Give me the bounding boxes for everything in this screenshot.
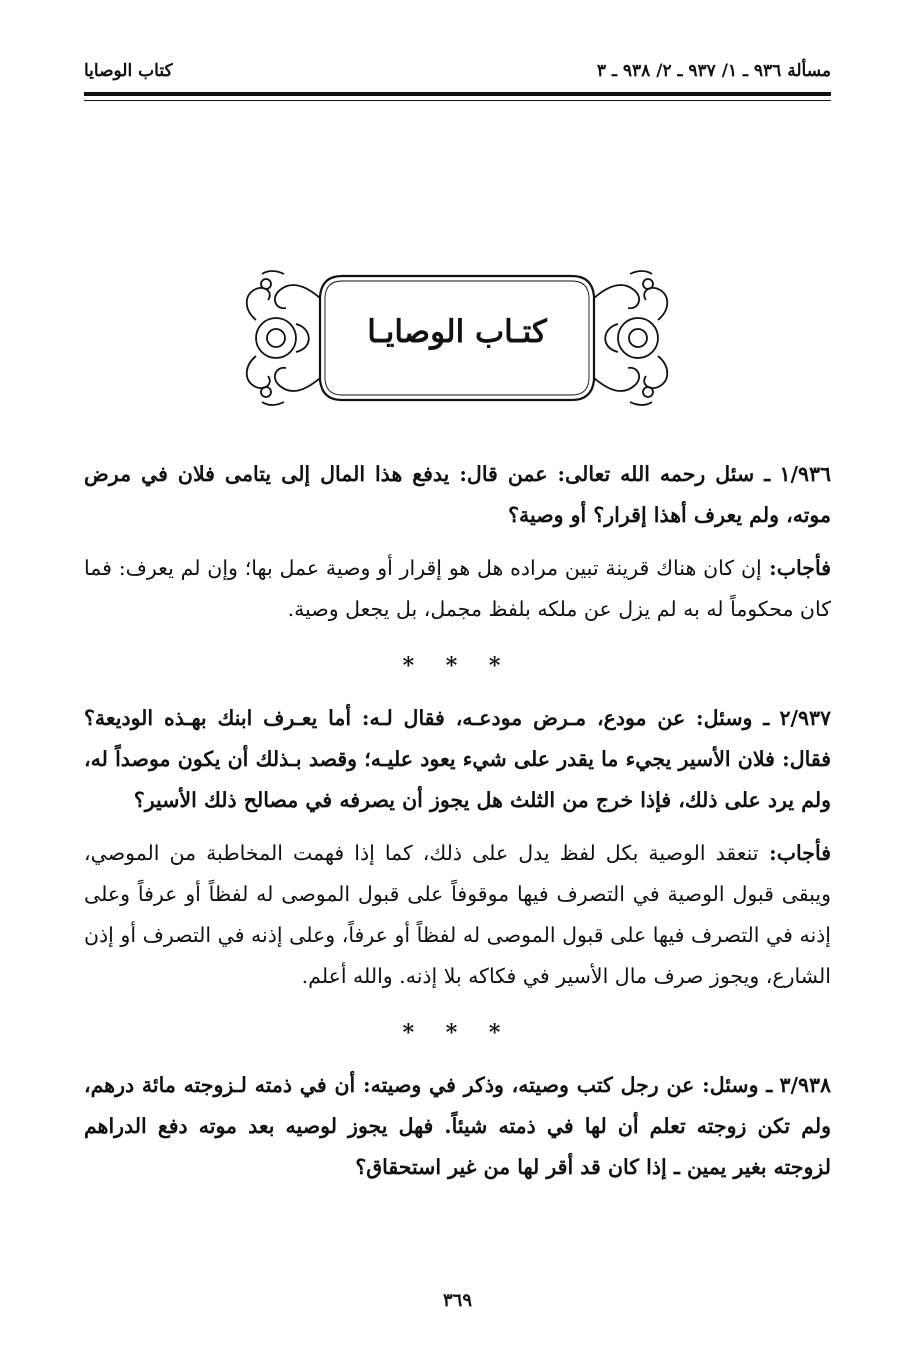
issue-number: ٣/٩٣٨ xyxy=(779,1073,831,1097)
question-text: عن رجل كتب وصيته، وذكر في وصيته: أن في ذمته لـزوجته مائة درهم، ولم تكن زوجته تعلم أن لها في ذمته شيئاً. فهل يجوز لوصيه بعد موته دفع الدراهم لزوجته بغير يمين ـ إذا كان قد أقر لها من غير استحقاق؟ xyxy=(84,1073,831,1179)
question-lead: ـ سئل رحمه الله تعالى: xyxy=(547,462,771,486)
question-text: عن مودع، مـرض مودعـه، فقال لـه: أما يعـرف ابنك بهـذه الوديعة؟ فقال: فلان الأسير يجيء ما يقدر على شيء يعود عليـه؛ وقصد بـذلك أن يكون موصداً له، ولم يرد على ذلك، فإذا خرج من الثلث هل يجوز أن يصرفه في مصالح ذلك الأسير؟ xyxy=(84,706,832,812)
page-number: ٣٦٩ xyxy=(442,1290,472,1311)
issue-938-question xyxy=(84,1065,831,1188)
question-text: عمن قال: يدفع هذا المال إلى يتامى فلان في مرض موته، ولم يعرف أهذا إقرار؟ أو وصية؟ xyxy=(84,462,831,527)
question-lead: ـ وسئل: xyxy=(694,1073,773,1097)
issue-number: ٢/٩٣٧ xyxy=(779,706,831,730)
section-separator: * * * xyxy=(402,1020,513,1046)
answer-text: إن كان هناك قرينة تبين مراده هل هو إقرار أو وصية عمل بها؛ وإن لم يعرف: فما كان محكوماً له به لم يزل عن ملكه بلفظ مجمل، بل يجعل وصية. xyxy=(84,556,831,621)
answer-label: فأجاب: xyxy=(758,841,831,865)
answer-label: فأجاب: xyxy=(761,556,831,580)
header-rule-thin xyxy=(84,100,831,101)
answer-text: تنعقد الوصية بكل لفظ يدل على ذلك، كما إذا فهمت المخاطبة من الموصي، ويبقى قبول الوصية في التصرف فيها موقوفاً على قبول الموصى له لفظاً أو عرفاً وعلى إذنه في التصرف فيها على قبول الموصى له لفظاً أو عرفاً، وعلى إذنه في التصرف أو إذن الشارع، ويجوز صرف مال الأسير في فكاكه بلا إذنه. والله أعلم. xyxy=(84,841,831,988)
running-header xyxy=(84,58,831,84)
issue-937-question xyxy=(84,698,831,821)
section-separator: * * * xyxy=(402,653,513,679)
document-body xyxy=(84,454,831,1188)
issue-936-question xyxy=(84,454,831,536)
chapter-name-label: كتاب الوصايا xyxy=(84,61,173,81)
question-lead: ـ وسئل: xyxy=(685,706,770,730)
issue-range-label: مسألة ٩٣٦ ـ ١/ ٩٣٧ ـ ٢/ ٩٣٨ ـ ٣ xyxy=(596,61,831,81)
issue-936-answer xyxy=(84,548,831,630)
header-rule-thick xyxy=(84,92,831,96)
chapter-title: كتـاب الوصايـا xyxy=(367,314,547,350)
issue-number: ١/٩٣٦ xyxy=(779,462,831,486)
issue-937-answer xyxy=(84,833,831,997)
title-cartouche xyxy=(242,268,672,408)
